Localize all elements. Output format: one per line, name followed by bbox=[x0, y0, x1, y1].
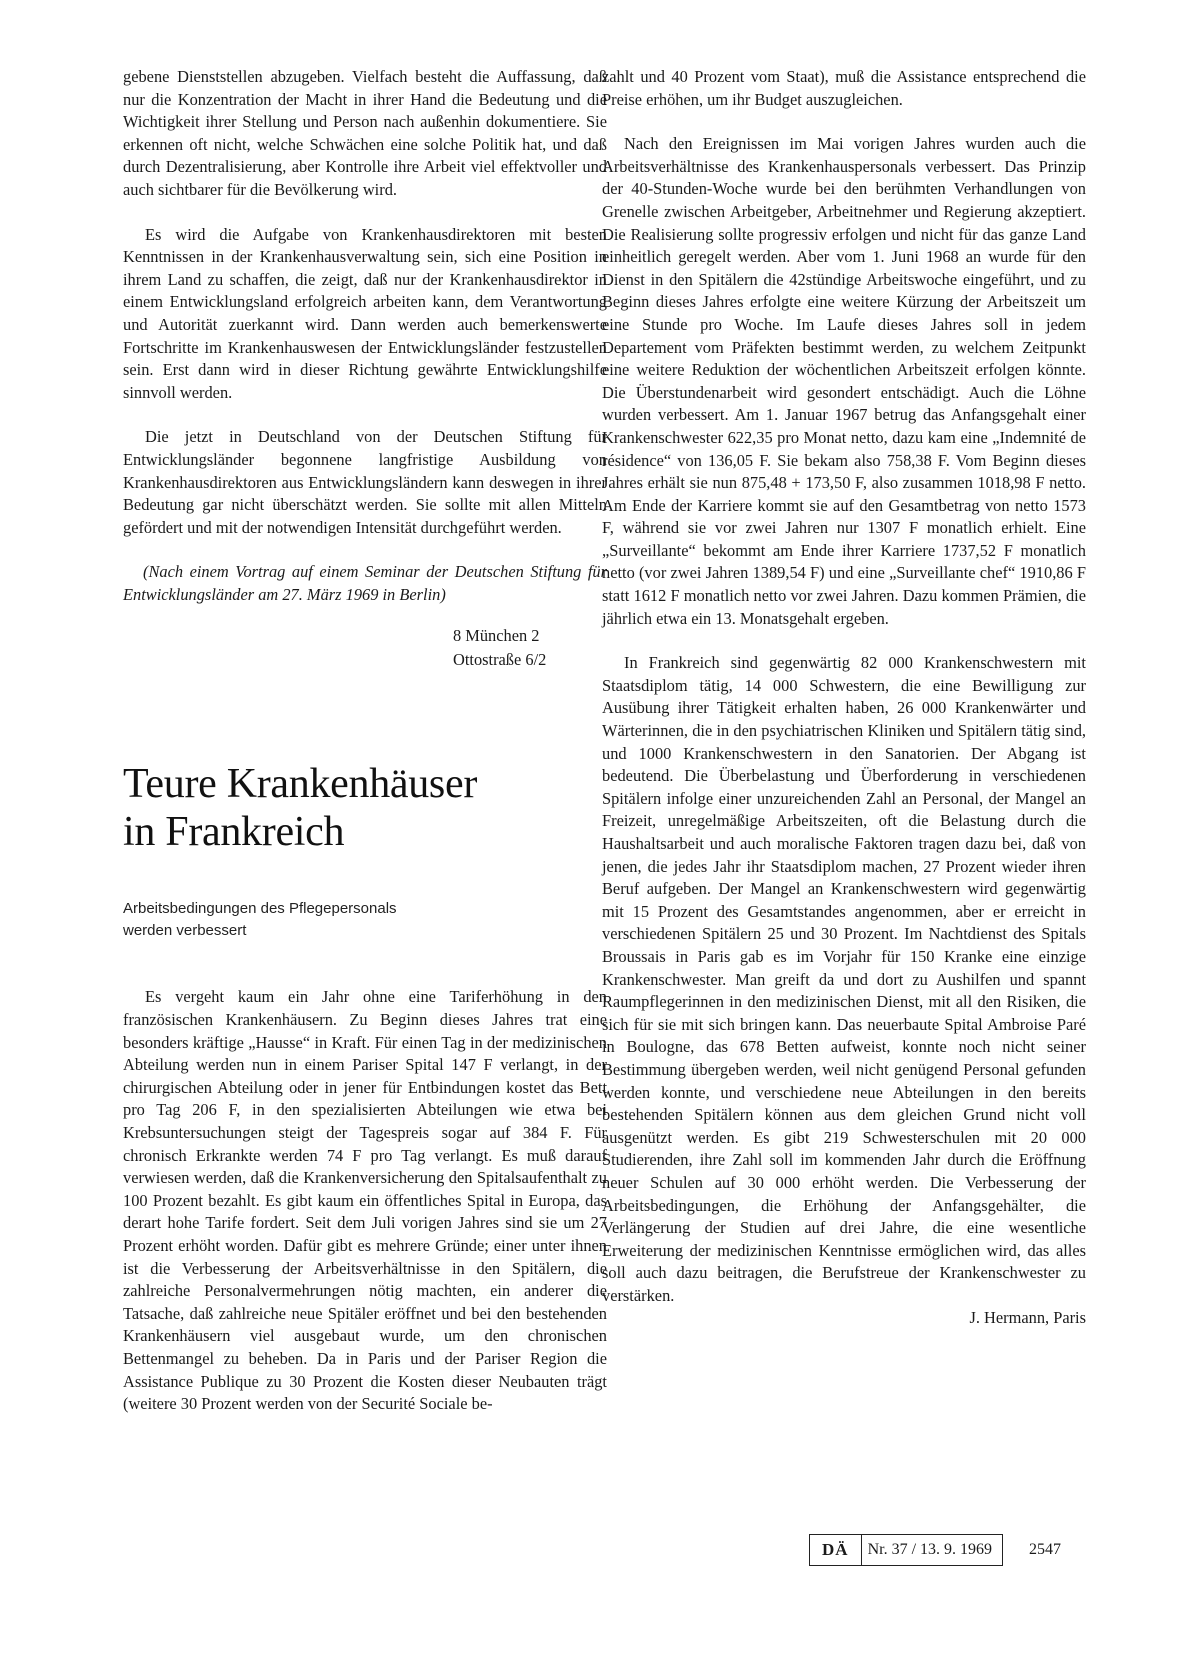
article-headline bbox=[123, 760, 607, 856]
right-column bbox=[602, 66, 1086, 1330]
author-address bbox=[123, 624, 607, 672]
body-paragraph: gebene Dienststellen abzugeben. Vielfach besteht die Auffassung, daß nur die Konzentration der Macht in ihrer Hand die Bedeutung und die Wichtigkeit ihrer Stellung und Person nach außenhin dokumentiere. Sie erkennen oft nicht, welche Schwächen eine solche Politik hat, und daß durch Dezentralisierung, aber Kontrolle ihre Arbeit viel effektvoller und auch sichtbarer für die Bevölkerung wird. bbox=[123, 67, 607, 199]
source-note: (Nach einem Vortrag auf einem Seminar der Deutschen Stiftung für Entwicklungsländer am 27. März 1969 in Berlin) bbox=[123, 562, 607, 604]
issue-box bbox=[809, 1534, 1003, 1566]
page-number: 2547 bbox=[1029, 1541, 1062, 1558]
body-paragraph: Die jetzt in Deutschland von der Deutschen Stiftung für Entwicklungsländer begonnene langfristige Ausbildung von Krankenhausdirektoren aus Entwicklungsländern kann deswegen in ihrer Bedeutung gar nicht überschätzt werden. Sie sollte mit allen Mitteln gefördert und mit der notwendigen Intensität durchgeführt werden. bbox=[123, 427, 607, 537]
article-subheadline bbox=[123, 898, 607, 942]
subhead-line: werden verbessert bbox=[123, 922, 247, 940]
author-signature: J. Hermann, Paris bbox=[969, 1308, 1086, 1328]
address-line: 8 München 2 bbox=[453, 626, 540, 646]
body-paragraph: Es wird die Aufgabe von Krankenhausdirektoren mit besten Kenntnissen in der Krankenhausverwaltung sein, sich eine Position in ihrem Land zu schaffen, die zeigt, daß nur der Krankenhausdirektor in einem Entwicklungsland erfolgreich arbeiten kann, dem Verantwortung und Autorität zuerkannt wird. Dann werden auch bemerkenswerte Fortschritte im Krankenhauswesen der Entwicklungsländer festzustellen sein. Erst dann wird in dieser Richtung gewährte Entwicklungshilfe sinnvoll werden. bbox=[123, 224, 607, 402]
body-paragraph: Nach den Ereignissen im Mai vorigen Jahres wurden auch die Arbeitsverhältnisse des Krankenhauspersonals verbessert. Das Prinzip der 40-Stunden-Woche wurde bei den berühmten Verhandlungen von Grenelle zwischen Arbeitgeber, Arbeitnehmer und Regierung akzeptiert. Die Realisierung sollte progressiv erfolgen und nicht für das ganze Land einheitlich geregelt werden. Aber vom 1. Juni 1968 an wurde für den Dienst in den Spitälern die 42stündige Arbeitswoche eingeführt, und zu Beginn dieses Jahres erfolgte eine weitere Kürzung der Arbeitszeit um eine Stunde pro Woche. Im Laufe dieses Jahres soll in jedem Departement vom Präfekten bestimmt werden, zu welchem Zeitpunkt eine weitere Reduktion der wöchentlichen Arbeitszeit erfolgen könnte. Die Überstundenarbeit wird gesondert entschädigt. Auch die Löhne wurden verbessert. Am 1. Januar 1967 betrug das Anfangsgehalt einer Krankenschwester 622,35 pro Monat netto, dazu kam eine „Indemnité de résidence“ von 136,05 F. Sie bekam also 758,38 F. Vom Beginn dieses Jahres erhält sie nun 875,48 + 173,50 F, also zusammen 1018,98 F netto. Am Ende der Karriere kommt sie auf den Gesamtbetrag von netto 1573 F, während sie vor zwei Jahren nur 1307 F monatlich erhielt. Eine „Surveillante“ bekommt am Ende ihrer Karriere 1737,52 F monatlich netto (vor zwei Jahren 1389,54 F) und eine „Surveillante chef“ 1910,86 F statt 1612 F monatlich netto vor zwei Jahren. Dazu kommen Prämien, die jährlich etwa ein 13. Monatsgehalt ergeben. bbox=[602, 134, 1086, 628]
address-line: Ottostraße 6/2 bbox=[453, 650, 547, 670]
body-paragraph: In Frankreich sind gegenwärtig 82 000 Krankenschwestern mit Staatsdiplom tätig, 14 000 Schwestern, die eine Bewilligung zur Ausübung ihrer Tätigkeit erhalten haben, 26 000 Krankenwärter und Wärterinnen, die in den psychiatrischen Kliniken und Spitälern tätig sind, und 1000 Krankenschwestern in den Sanatorien. Der Abgang ist bedeutend. Die Überbelastung und Überforderung in verschiedenen Spitälern infolge einer unzureichenden Zahl an Personal, der Mangel an Freizeit, unregelmäßige Arbeitszeiten, oft die Belastung durch die Haushaltsarbeit und auch moralische Faktoren tragen dazu bei, daß von jenen, die jedes Jahr ihr Staatsdiplom machen, 27 Prozent wieder ihren Beruf aufgeben. Der Mangel an Krankenschwestern wird gegenwärtig mit 15 Prozent des Gesamtstandes angenommen, aber er erreicht in verschiedenen Spitälern 25 und 30 Prozent. Im Nachtdienst des Spitals Broussais in Paris gab es im Vorjahr für 150 Kranke eine einzige Krankenschwester. Man greift da und dort zu Aushilfen und spannt Raumpflegerinnen in den medizinischen Dienst, mit all den Risiken, die sich für sie mit sich bringen kann. Das neuerbaute Spital Ambroise Paré in Boulogne, das 678 Betten aufweist, konnte noch nicht seiner Bestimmung übergeben werden, weil nicht genügend Personal gefunden werden konnte, und verschiedene neue Abteilungen in den bereits bestehenden Spitälern können aus dem gleichen Grund nicht voll ausgenützt werden. Es gibt 219 Schwesterschulen mit 20 000 Studierenden, ihre Zahl soll im kommenden Jahr durch die Eröffnung neuer Schulen auf 30 000 erhöht werden. Die Verbesserung der Arbeitsbedingungen, die Erhöhung der Anfangsgehälter, die Verlängerung der Studien auf drei Jahre, die eine wesentliche Erweiterung der medizinischen Kenntnisse ermöglichen wird, das alles soll auch dazu beitragen, die Berufstreue der Krankenschwester zu verstärken. bbox=[602, 653, 1086, 1305]
headline-line: Teure Krankenhäuser bbox=[123, 761, 478, 808]
body-paragraph: zahlt und 40 Prozent vom Staat), muß die Assistance entsprechend die Preise erhöhen, um ihr Budget auszugleichen. bbox=[602, 67, 1086, 109]
headline-line: in Frankreich bbox=[123, 809, 345, 856]
page-footer bbox=[809, 1534, 1061, 1566]
journal-logo: DÄ bbox=[810, 1535, 862, 1565]
issue-label: Nr. 37 / 13. 9. 1969 bbox=[867, 1541, 993, 1558]
subhead-line: Arbeitsbedingungen des Pflegepersonals bbox=[123, 900, 397, 918]
article-paragraph: Es vergeht kaum ein Jahr ohne eine Tariferhöhung in den französischen Krankenhäusern. Zu Beginn dieses Jahres trat eine besonders kräftige „Hausse“ in Kraft. Für einen Tag in der medizinischen Abteilung werden nun in einem Pariser Spital 147 F verlangt, in der chirurgischen Abteilung oder in jener für Entbindungen kostet das Bett pro Tag 206 F, in den spezialisierten Abteilungen wie etwa bei Krebsuntersuchungen steigt der Tagespreis sogar auf 384 F. Für chronisch Erkrankte werden 74 F pro Tag verlangt. Es muß darauf verwiesen werden, daß die Krankenversicherung den Spitalsaufenthalt zu 100 Prozent bezahlt. Es gibt kaum ein öffentliches Spital in Europa, das derart hohe Tarife fordert. Seit dem Juli vorigen Jahres sind sie um 27 Prozent erhöht worden. Dafür gibt es mehrere Gründe; einer unter ihnen ist die Verbesserung der Arbeitsverhältnisse in den Spitälern, die zahlreiche Personalvermehrungen nötig machten, ein anderer die Tatsache, daß zahlreiche neue Spitäler eröffnet und bei den bestehenden Krankenhäusern viel ausgebaut wurde, um den chronischen Bettenmangel zu beheben. Da in Paris und der Pariser Region die Assistance Publique zu 30 Prozent die Kosten dieser Neubauten trägt (weitere 30 Prozent werden von der Securité Sociale be- bbox=[123, 987, 607, 1414]
left-column bbox=[123, 66, 607, 1416]
